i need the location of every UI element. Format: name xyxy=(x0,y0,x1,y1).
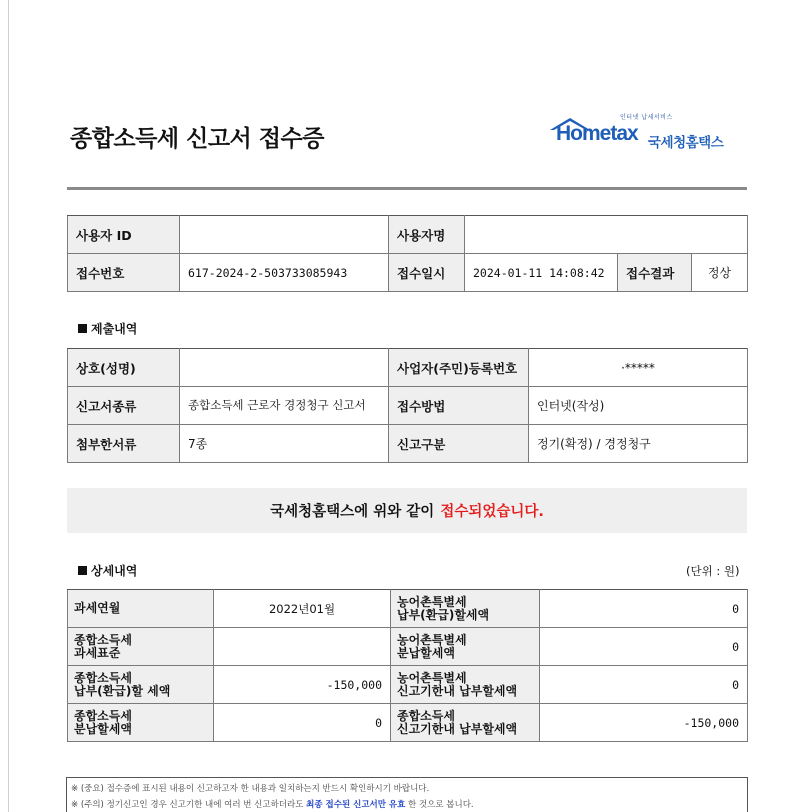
receipt-result-value: 정상 xyxy=(692,254,748,292)
note-line-1: ※ (중요) 접수증에 표시된 내용이 신고하고자 한 내용과 일치하는지 반드시 확인하시기 바랍니다. xyxy=(71,784,430,794)
square-bullet-icon xyxy=(78,324,87,333)
detail-value: 0 xyxy=(540,590,748,628)
logo-brand: Hometax xyxy=(556,122,638,145)
user-name-value xyxy=(465,216,748,254)
detail-row xyxy=(68,666,748,704)
detail-value: -150,000 xyxy=(214,666,391,704)
detail-value: 0 xyxy=(214,704,391,742)
form-type-label: 신고서종류 xyxy=(68,387,180,425)
title-divider xyxy=(67,187,747,190)
attachments-value: 7종 xyxy=(180,425,389,463)
detail-label: 농어촌특별세 신고기한내 납부할세액 xyxy=(391,666,540,704)
detail-label: 종합소득세 과세표준 xyxy=(68,628,214,666)
detail-label: 종합소득세 납부(환급)할 세액 xyxy=(68,666,214,704)
user-name-label: 사용자명 xyxy=(389,216,465,254)
page-title: 종합소득세 신고서 접수증 xyxy=(70,126,324,152)
receipt-date-value: 2024-01-11 14:08:42 xyxy=(465,254,618,292)
detail-value: -150,000 xyxy=(540,704,748,742)
detail-section-title xyxy=(78,562,137,579)
detail-label: 과세연월 xyxy=(68,590,214,628)
user-id-label: 사용자 ID xyxy=(68,216,180,254)
notes-box xyxy=(66,777,748,812)
submission-section-label: 제출내역 xyxy=(91,322,138,336)
submission-section-title xyxy=(78,320,137,337)
detail-row xyxy=(68,590,748,628)
user-id-value xyxy=(180,216,389,254)
detail-section-label: 상세내역 xyxy=(91,564,138,578)
reg-no-value: ·***** xyxy=(529,349,748,387)
category-label: 신고구분 xyxy=(389,425,529,463)
banner-highlight: 접수되었습니다. xyxy=(440,504,544,520)
detail-value: 0 xyxy=(540,666,748,704)
attachments-label: 첨부한서류 xyxy=(68,425,180,463)
submission-table xyxy=(67,348,748,463)
method-value: 인터넷(작성) xyxy=(529,387,748,425)
reg-no-label: 사업자(주민)등록번호 xyxy=(389,349,529,387)
detail-row xyxy=(68,628,748,666)
detail-value: 0 xyxy=(540,628,748,666)
unit-label: (단위 : 원) xyxy=(686,564,740,578)
company-label: 상호(성명) xyxy=(68,349,180,387)
note-line-2 xyxy=(71,797,743,812)
form-type-value: 종합소득세 근로자 경정청구 신고서 xyxy=(180,387,389,425)
hometax-logo xyxy=(548,112,738,156)
receipt-date-label: 접수일시 xyxy=(389,254,465,292)
detail-label: 종합소득세 신고기한내 납부할세액 xyxy=(391,704,540,742)
detail-label: 농어촌특별세 납부(환급)할세액 xyxy=(391,590,540,628)
detail-table xyxy=(67,589,748,742)
category-value: 정기(확정) / 경정청구 xyxy=(529,425,748,463)
user-info-table xyxy=(67,215,748,292)
method-label: 접수방법 xyxy=(389,387,529,425)
detail-label: 농어촌특별세 분납할세액 xyxy=(391,628,540,666)
logo-tagline: 인터넷 납세서비스 xyxy=(620,114,673,121)
note-line-2-start: ※ (주의) 정기신고인 경우 신고기한 내에 여러 번 신고하더라도 xyxy=(71,800,304,810)
receipt-result-label: 접수결과 xyxy=(618,254,692,292)
detail-label: 종합소득세 분납할세액 xyxy=(68,704,214,742)
banner-text: 국세청홈택스에 위와 같이 xyxy=(270,504,435,520)
company-value xyxy=(180,349,389,387)
detail-value: 2022년01월 xyxy=(214,590,391,628)
note-line-2-emphasis: 최종 접수된 신고서만 유효 xyxy=(306,800,406,810)
note-line-2-end: 한 것으로 봅니다. xyxy=(408,800,474,810)
page-left-border xyxy=(8,0,9,812)
receipt-no-value: 617-2024-2-503733085943 xyxy=(180,254,389,292)
detail-row xyxy=(68,704,748,742)
square-bullet-icon xyxy=(78,566,87,575)
receipt-no-label: 접수번호 xyxy=(68,254,180,292)
detail-value xyxy=(214,628,391,666)
logo-name: 국세청홈택스 xyxy=(648,135,724,151)
receipt-banner xyxy=(67,488,747,533)
